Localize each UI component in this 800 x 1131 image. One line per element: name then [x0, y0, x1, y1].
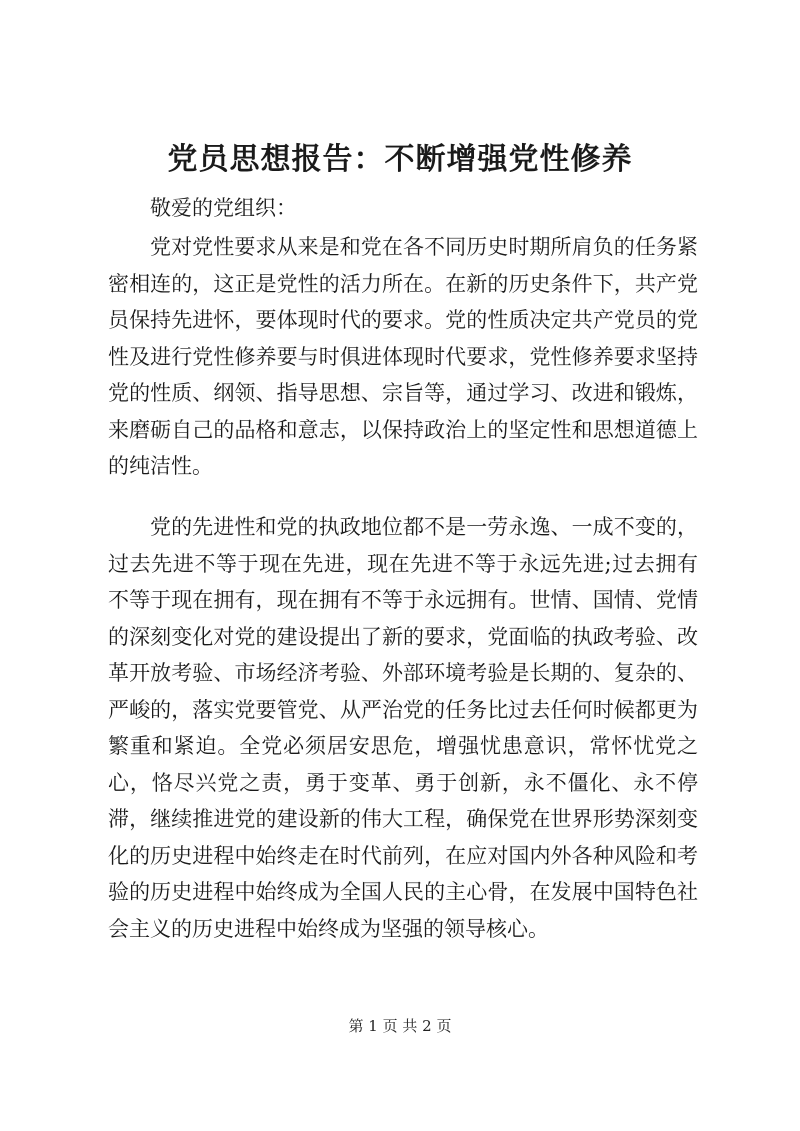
salutation: 敬爱的党组织：	[150, 196, 297, 220]
paragraph-1: 党对党性要求从来是和党在各不同历史时期所肩负的任务紧密相连的，这正是党性的活力所在。在新的历史条件下，共产党员保持先进怀，要体现时代的要求。党的性质决定共产党员的党性及进行党性修养要与时俱进体现时代要求，党性修养要求坚持党的性质、纲领、指导思想、宗旨等，通过学习、改进和锻炼，来磨砺自己的品格和意志，以保持政治上的坚定性和思想道德上的纯洁性。	[108, 235, 698, 478]
paragraph-2: 党的先进性和党的执政地位都不是一劳永逸、一成不变的，过去先进不等于现在先进，现在先进不等于永远先进;过去拥有不等于现在拥有，现在拥有不等于永远拥有。世情、国情、党情的深刻变化对党的建设提出了新的要求，党面临的执政考验、改革开放考验、市场经济考验、外部环境考验是长期的、复杂的、严峻的，落实党要管党、从严治党的任务比过去任何时候都更为繁重和紧迫。全党必须居安思危，增强忧患意识，常怀忧党之心，恪尽兴党之责，勇于变革、勇于创新，永不僵化、永不停滞，继续推进党的建设新的伟大工程，确保党在世界形势深刻变化的历史进程中始终走在时代前列，在应对国内外各种风险和考验的历史进程中始终成为全国人民的主心骨，在发展中国特色社会主义的历史进程中始终成为坚强的领导核心。	[108, 515, 698, 941]
document-title: 党员思想报告：不断增强党性修养	[167, 142, 633, 177]
page-footer: 第 1 页 共 2 页	[348, 1017, 452, 1035]
